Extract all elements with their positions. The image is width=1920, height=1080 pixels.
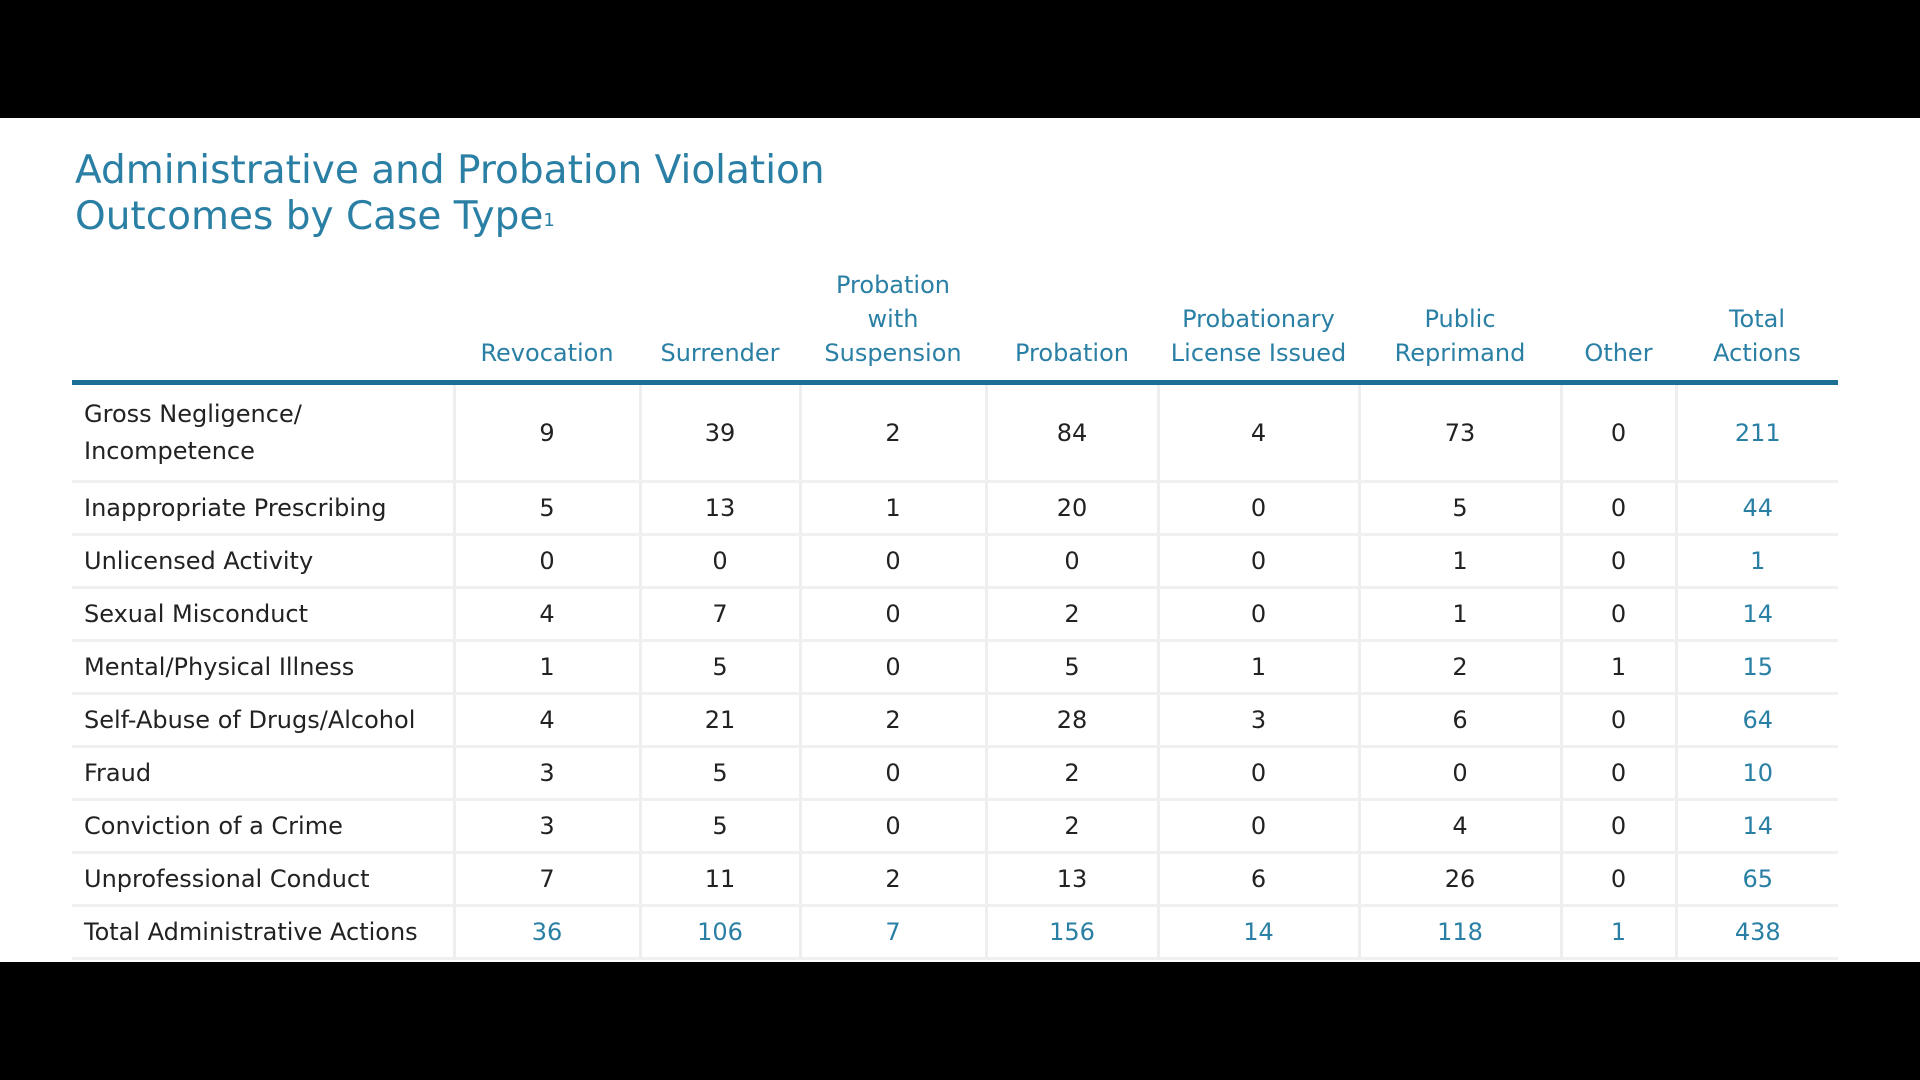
row-label-text: Self-Abuse of Drugs/Alcohol <box>84 705 416 734</box>
value-cell: 0 <box>1359 747 1561 800</box>
value-cell: 0 <box>986 535 1158 588</box>
value-cell: 0 <box>1561 747 1676 800</box>
value-cell: 1 <box>1359 535 1561 588</box>
value-cell: 7 <box>454 853 640 906</box>
row-total-cell: 14 <box>1676 800 1838 853</box>
value-cell: 39 <box>640 383 800 482</box>
report-page <box>0 118 1920 962</box>
title-line-2 <box>75 194 825 240</box>
column-header-text: Revocation <box>480 339 614 367</box>
row-label-text: Mental/Physical Illness <box>84 652 355 681</box>
value-cell: 5 <box>640 641 800 694</box>
value-cell: 3 <box>454 747 640 800</box>
row-total-cell: 10 <box>1676 747 1838 800</box>
column-header-text: Suspension <box>824 339 962 367</box>
column-header <box>800 258 986 383</box>
row-total-cell: 211 <box>1676 383 1838 482</box>
value-cell: 0 <box>1561 800 1676 853</box>
value-cell: 106 <box>640 906 800 959</box>
value-cell: 1 <box>1561 641 1676 694</box>
value-cell: 4 <box>454 588 640 641</box>
value-cell: 2 <box>986 588 1158 641</box>
value-cell: 20 <box>986 482 1158 535</box>
value-cell: 73 <box>1359 383 1561 482</box>
column-header-text: Reprimand <box>1394 339 1526 367</box>
value-cell: 6 <box>1158 853 1359 906</box>
row-total-cell: 44 <box>1676 482 1838 535</box>
row-total-cell: 14 <box>1676 588 1838 641</box>
value-cell: 5 <box>986 641 1158 694</box>
table-row <box>72 747 1838 800</box>
value-cell: 3 <box>454 800 640 853</box>
column-header-text: Public <box>1424 305 1496 333</box>
row-label <box>72 482 454 535</box>
row-label <box>72 747 454 800</box>
table-row <box>72 853 1838 906</box>
value-cell: 0 <box>1561 694 1676 747</box>
total-row <box>72 906 1838 959</box>
value-cell: 28 <box>986 694 1158 747</box>
row-label <box>72 588 454 641</box>
value-cell: 0 <box>1561 383 1676 482</box>
row-label-text: Total Administrative Actions <box>84 917 418 946</box>
row-label <box>72 800 454 853</box>
header-row <box>72 258 1838 383</box>
value-cell: 2 <box>800 383 986 482</box>
value-cell: 2 <box>986 747 1158 800</box>
table-row <box>72 694 1838 747</box>
column-header <box>1676 258 1838 383</box>
column-header <box>454 258 640 383</box>
value-cell: 0 <box>800 535 986 588</box>
value-cell: 4 <box>1158 383 1359 482</box>
value-cell: 5 <box>1359 482 1561 535</box>
value-cell: 0 <box>640 535 800 588</box>
value-cell: 0 <box>1158 535 1359 588</box>
value-cell: 2 <box>1359 641 1561 694</box>
row-total-cell: 64 <box>1676 694 1838 747</box>
value-cell: 0 <box>1158 588 1359 641</box>
value-cell: 0 <box>1158 800 1359 853</box>
value-cell: 1 <box>1561 906 1676 959</box>
value-cell: 5 <box>454 482 640 535</box>
row-total-cell: 15 <box>1676 641 1838 694</box>
column-header <box>1359 258 1561 383</box>
row-total-cell: 438 <box>1676 906 1838 959</box>
value-cell: 0 <box>1561 588 1676 641</box>
row-label-text: Conviction of a Crime <box>84 811 343 840</box>
value-cell: 4 <box>1359 800 1561 853</box>
column-header-text: Actions <box>1713 339 1801 367</box>
footnote-marker: 1 <box>543 210 555 231</box>
value-cell: 1 <box>800 482 986 535</box>
value-cell: 1 <box>454 641 640 694</box>
value-cell: 1 <box>1158 641 1359 694</box>
table-row <box>72 800 1838 853</box>
table-row <box>72 535 1838 588</box>
column-header <box>1158 258 1359 383</box>
value-cell: 0 <box>454 535 640 588</box>
value-cell: 0 <box>1561 535 1676 588</box>
value-cell: 2 <box>800 853 986 906</box>
column-header-text: Total <box>1728 305 1786 333</box>
row-label <box>72 694 454 747</box>
value-cell: 7 <box>640 588 800 641</box>
row-label-text: Unprofessional Conduct <box>84 864 370 893</box>
value-cell: 36 <box>454 906 640 959</box>
outcomes-table <box>72 258 1838 960</box>
value-cell: 0 <box>1158 747 1359 800</box>
row-label <box>72 853 454 906</box>
row-label-text: Inappropriate Prescribing <box>84 493 387 522</box>
row-total-cell: 65 <box>1676 853 1838 906</box>
row-label-text: Gross Negligence/ <box>84 399 302 428</box>
value-cell: 4 <box>454 694 640 747</box>
row-total-cell: 1 <box>1676 535 1838 588</box>
value-cell: 26 <box>1359 853 1561 906</box>
row-label <box>72 641 454 694</box>
column-header-text: Other <box>1584 339 1653 367</box>
value-cell: 21 <box>640 694 800 747</box>
table-body <box>72 383 1838 959</box>
header-cell-blank <box>72 258 454 383</box>
table-row <box>72 588 1838 641</box>
value-cell: 11 <box>640 853 800 906</box>
title-line-1: Administrative and Probation Violation <box>75 148 825 193</box>
table-title <box>75 148 825 240</box>
value-cell: 5 <box>640 747 800 800</box>
row-label <box>72 383 454 482</box>
value-cell: 2 <box>800 694 986 747</box>
title-line-2-text: Outcomes by Case Type <box>75 194 544 239</box>
column-header-text: with <box>867 305 919 333</box>
column-header-text: License Issued <box>1170 339 1347 367</box>
column-header <box>986 258 1158 383</box>
value-cell: 0 <box>800 800 986 853</box>
value-cell: 5 <box>640 800 800 853</box>
value-cell: 2 <box>986 800 1158 853</box>
column-header-text: Surrender <box>660 339 780 367</box>
value-cell: 7 <box>800 906 986 959</box>
value-cell: 0 <box>1561 482 1676 535</box>
table-row <box>72 641 1838 694</box>
value-cell: 0 <box>800 588 986 641</box>
value-cell: 14 <box>1158 906 1359 959</box>
value-cell: 0 <box>1561 853 1676 906</box>
column-header-text: Probation <box>836 271 950 299</box>
value-cell: 6 <box>1359 694 1561 747</box>
row-label-text: Sexual Misconduct <box>84 599 309 628</box>
row-label <box>72 535 454 588</box>
column-header-text: Probation <box>1015 339 1129 367</box>
table-row <box>72 482 1838 535</box>
row-label <box>72 906 454 959</box>
value-cell: 13 <box>986 853 1158 906</box>
value-cell: 9 <box>454 383 640 482</box>
value-cell: 1 <box>1359 588 1561 641</box>
column-header-text: Probationary <box>1182 305 1335 333</box>
value-cell: 0 <box>800 747 986 800</box>
row-label-text: Incompetence <box>84 436 255 465</box>
value-cell: 0 <box>800 641 986 694</box>
value-cell: 0 <box>1158 482 1359 535</box>
value-cell: 118 <box>1359 906 1561 959</box>
row-label-text: Unlicensed Activity <box>84 546 314 575</box>
value-cell: 84 <box>986 383 1158 482</box>
value-cell: 3 <box>1158 694 1359 747</box>
value-cell: 13 <box>640 482 800 535</box>
value-cell: 156 <box>986 906 1158 959</box>
table-row <box>72 383 1838 482</box>
row-label-text: Fraud <box>84 758 152 787</box>
column-header <box>640 258 800 383</box>
column-header <box>1561 258 1676 383</box>
